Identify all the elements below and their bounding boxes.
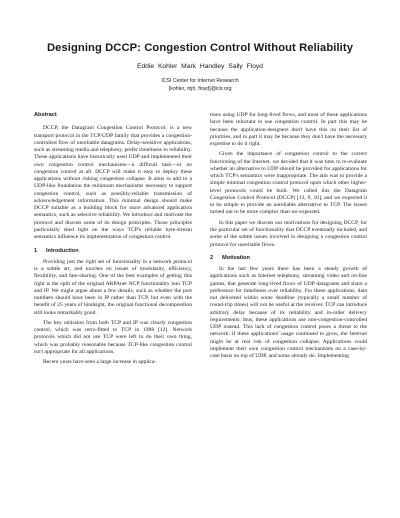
abstract-text: DCCP, the Datagram Congestion Control Protocol, is a new transport protocol in the TCP/UDP family that provides a congestion-controlled flow of unreliable datagrams. Delay-sensitive applications, such as streaming media and telephony, prefer timeliness to reliability. These applications have historically used UDP and implemented their own congestion control mechanisms—a difficult task—or no congestion control at all. DCCP will make it easy to deploy these applications without risking congestion collapse. It aims to add to a UDP-like foundation the minimum mechanisms necessary to support congestion control, such as possibly-reliable transmission of acknowledgement information. This minimal design should make DCCP suitable as a building block for more advanced application semantics, such as selective reliability. We introduce and motivate the protocol and discuss some of its design principles. Those principles particularly shed light on the ways TCP's reliable byte-stream semantics influence its implementation of congestion control.	[34, 125, 192, 241]
intro-paragraph-start: Recent years have seen a large increase in applica-	[43, 359, 157, 366]
right-column	[210, 112, 367, 361]
section-number: 1	[34, 247, 38, 254]
motivation-paragraph: In the last few years there has been a steady growth of applications such as Internet telephony, streaming video and on-line games, that generate long-lived flows of UDP datagrams and share a preference for timeliness over reliability. For these applications, data not delivered within some deadline (typically a small number of round-trip times) will not be useful at the receiver. TCP can introduce arbitrary delay because of its reliability and in-order delivery requirements; thus, these applications use non-congestion-controlled UDP instead. This lack of congestion control poses a threat to the network: if these applications' usage continued to grow, the Internet might be at real risk of congestion collapse. Applications could implement their own congestion control mechanisms on a case-by-case basis on top of UDP, and some already do. Implementing	[210, 266, 367, 360]
section-title: Introduction	[46, 247, 79, 254]
intro-paragraph: The key omission from both TCP and IP was clearly congestion control, which was retro-fitted to TCP in 1988 [12]. Network protocols which did not use TCP were left to do their own thing, which was probably reasonable because TCP-like congestion control isn't appropriate for all applications.	[34, 319, 192, 355]
intro-paragraph: Providing just the right set of functionality in a network protocol is a subtle art, and touches on issues of modularity, efficiency, flexibility, and fate-sharing. One of the best examples of getting this right is the split of the original ARPAnet NCP functionality into TCP and IP. We might argue about a few details, such as whether the port numbers should have been in IP rather than TCP, but even with the benefit of 25 years of hindsight, the original functional decomposition still looks remarkably good.	[34, 258, 192, 316]
section-heading-introduction	[34, 248, 192, 255]
intro-paragraph: Given the importance of congestion control to the correct functioning of the Internet, we decided that it was time to re-evaluate whether an alternative to UDP should be provided for applications for which TCP's semantics were inappropriate. The aim was to provide a simple minimal congestion control protocol upon which other higher-level protocols could be built. We called this the Datagram Congestion Control Protocol (DCCP) [13, 9, 10], and we expected it to be simple to provide an unreliable alternative to TCP. The issues turned out to be more complex than we expected.	[210, 151, 367, 216]
abstract-heading: Abstract	[34, 112, 57, 118]
paper-title: Designing DCCP: Congestion Control Without Reliability	[46, 42, 354, 54]
intro-paragraph-continued: tions using UDP for long-lived flows, and most of these applications have been reluctant to use congestion control. In part this may be because the application-designers don't have this on their list of priorities, and in part it may be because they don't have the necessary expertise to do it right.	[210, 112, 367, 148]
author-list: Eddie Kohler Mark Handley Sally Floyd	[137, 63, 263, 70]
section-heading-motivation	[210, 255, 367, 262]
affiliation: ICSI Center for Internet Research	[161, 78, 239, 84]
section-title: Motivation	[222, 254, 250, 261]
author-email: {kohler, mjh, floyd}@icir.org	[168, 86, 232, 92]
left-column	[34, 112, 192, 367]
intro-paragraph: In this paper we discuss our motivations for designing DCCP, for the particular set of functionality that DCCP eventually included, and some of the subtle issues involved in designing a congestion control protocol for unreliable flows.	[210, 219, 367, 248]
section-number: 2	[210, 254, 214, 261]
